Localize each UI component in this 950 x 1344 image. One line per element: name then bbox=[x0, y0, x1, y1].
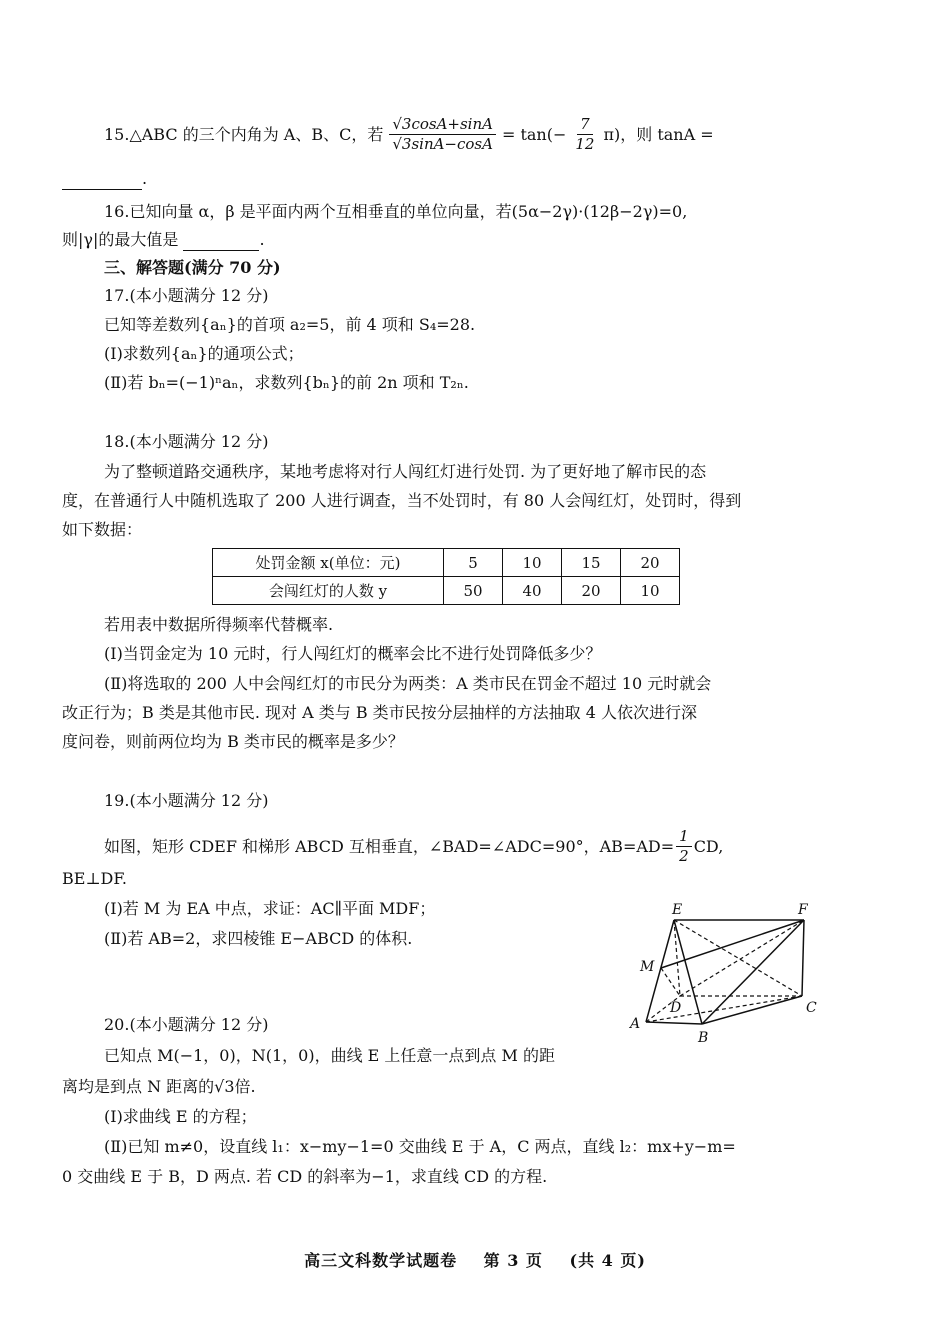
page-footer bbox=[0, 1248, 950, 1271]
q16-line2-prefix: 则|γ|的最大值是 bbox=[62, 230, 179, 249]
label-C: C bbox=[806, 1000, 817, 1016]
q15-end: . bbox=[142, 169, 148, 188]
q19-line1-suffix: CD, bbox=[693, 836, 724, 856]
q15-frac2-denominator: 12 bbox=[575, 135, 595, 153]
q15-fraction-2 bbox=[572, 115, 597, 154]
edge-MF bbox=[661, 920, 804, 968]
label-E: E bbox=[672, 902, 683, 918]
q18-line1: 为了整顿道路交通秩序，某地考虑将对行人闯红灯进行处罚. 为了更好地了解市民的态 bbox=[104, 462, 707, 481]
table-cell: 15 bbox=[562, 549, 621, 577]
table-row bbox=[213, 577, 680, 605]
q18-line6: (Ⅱ)将选取的 200 人中会闯红灯的市民分为两类：A 类市民在罚金不超过 10 元时就会 bbox=[104, 674, 712, 693]
q15-prefix: 15.△ABC 的三个内角为 A、B、C，若 bbox=[104, 124, 384, 144]
table-cell: 20 bbox=[562, 577, 621, 605]
footer-page-number: 第 3 页 bbox=[483, 1251, 543, 1270]
label-B: B bbox=[698, 1030, 709, 1046]
q20-line4: (Ⅱ)已知 m≠0，设直线 l₁：x−my−1=0 交曲线 E 于 A，C 两点，直线 l₂：mx+y−m= bbox=[104, 1137, 736, 1156]
q15-frac-denominator: √3sinA−cosA bbox=[392, 135, 493, 153]
q15-suffix: π)，则 tanA = bbox=[603, 124, 714, 144]
q15-answer-line bbox=[62, 168, 902, 190]
q15-fraction bbox=[389, 115, 496, 154]
footer-title: 高三文科数学试题卷 bbox=[304, 1251, 458, 1270]
q20-line1: 已知点 M(−1，0)，N(1，0)，曲线 E 上任意一点到点 M 的距 bbox=[104, 1046, 555, 1065]
q17-line2: (Ⅰ)求数列{aₙ}的通项公式； bbox=[104, 344, 304, 363]
q19-header: 19.(本小题满分 12 分) bbox=[104, 791, 269, 810]
q18-line3: 如下数据： bbox=[62, 520, 143, 539]
table-cell: 40 bbox=[503, 577, 562, 605]
table-row-head: 会闯红灯的人数 y bbox=[213, 577, 444, 605]
q15-mid: = tan(− bbox=[501, 124, 567, 144]
label-A: A bbox=[630, 1016, 641, 1032]
q15-frac2-numerator: 7 bbox=[577, 115, 593, 135]
table-cell: 5 bbox=[444, 549, 503, 577]
edge-MD bbox=[661, 968, 680, 996]
q19-line3: (Ⅰ)若 M 为 EA 中点，求证：AC∥平面 MDF； bbox=[104, 899, 436, 918]
q18-data-table bbox=[212, 548, 680, 605]
q20-line5: 0 交曲线 E 于 B，D 两点. 若 CD 的斜率为−1，求直线 CD 的方程. bbox=[62, 1167, 548, 1186]
q19-line1-prefix: 如图，矩形 CDEF 和梯形 ABCD 互相垂直，∠BAD=∠ADC=90°，AB=AD= bbox=[104, 836, 675, 856]
footer-total-pages: (共 4 页) bbox=[569, 1251, 646, 1270]
q19-frac-numerator: 1 bbox=[676, 827, 692, 847]
q18-line2: 度，在普通行人中随机选取了 200 人进行调查，当不处罚时，有 80 人会闯红灯，处罚时，得到 bbox=[62, 491, 742, 510]
edge-FC bbox=[802, 920, 804, 996]
edge-DF bbox=[680, 920, 804, 996]
q19-line2: BE⊥DF. bbox=[62, 869, 128, 888]
table-cell: 50 bbox=[444, 577, 503, 605]
q17-header: 17.(本小题满分 12 分) bbox=[104, 286, 269, 305]
table-cell: 10 bbox=[503, 549, 562, 577]
table-cell: 10 bbox=[621, 577, 680, 605]
edge-EC bbox=[674, 920, 802, 996]
q20-line2: 离均是到点 N 距离的√3倍. bbox=[62, 1077, 256, 1096]
q19-line1 bbox=[104, 827, 944, 866]
label-F: F bbox=[798, 902, 808, 918]
section-3-title: 三、解答题(满分 70 分) bbox=[104, 258, 281, 277]
q16-line2 bbox=[62, 229, 902, 251]
q18-line4: 若用表中数据所得频率代替概率. bbox=[104, 615, 334, 634]
q15-frac-numerator: √3cosA+sinA bbox=[389, 115, 496, 135]
q16-line2-suffix: . bbox=[259, 230, 265, 249]
q18-line8: 度问卷，则前两位均为 B 类市民的概率是多少？ bbox=[62, 732, 404, 751]
label-D: D bbox=[670, 1000, 682, 1016]
q18-line5: (Ⅰ)当罚金定为 10 元时，行人闯红灯的概率会比不进行处罚降低多少？ bbox=[104, 644, 602, 663]
table-row bbox=[213, 549, 680, 577]
edge-FB bbox=[702, 920, 804, 1024]
q19-frac-denominator: 2 bbox=[679, 847, 689, 865]
table-row-head: 处罚金额 x(单位：元) bbox=[213, 549, 444, 577]
question-15 bbox=[104, 115, 944, 154]
table-cell: 20 bbox=[621, 549, 680, 577]
q18-line7: 改正行为；B 类是其他市民. 现对 A 类与 B 类市民按分层抽样的方法抽取 4 人依次进行深 bbox=[62, 703, 698, 722]
q20-line3: (Ⅰ)求曲线 E 的方程； bbox=[104, 1107, 257, 1126]
q19-line4: (Ⅱ)若 AB=2，求四棱锥 E−ABCD 的体积. bbox=[104, 929, 413, 948]
q19-fraction bbox=[676, 827, 692, 866]
q15-blank bbox=[62, 173, 142, 190]
q17-line1: 已知等差数列{aₙ}的首项 a₂=5，前 4 项和 S₄=28. bbox=[104, 315, 476, 334]
label-M: M bbox=[640, 959, 655, 975]
q20-header: 20.(本小题满分 12 分) bbox=[104, 1015, 269, 1034]
q18-header: 18.(本小题满分 12 分) bbox=[104, 432, 269, 451]
q16-blank bbox=[183, 234, 259, 251]
q17-line3: (Ⅱ)若 bₙ=(−1)ⁿaₙ，求数列{bₙ}的前 2n 项和 T₂ₙ. bbox=[104, 373, 469, 392]
q16-line1: 16.已知向量 α，β 是平面内两个互相垂直的单位向量，若(5α−2γ)·(12β−2γ)=0, bbox=[104, 202, 688, 221]
